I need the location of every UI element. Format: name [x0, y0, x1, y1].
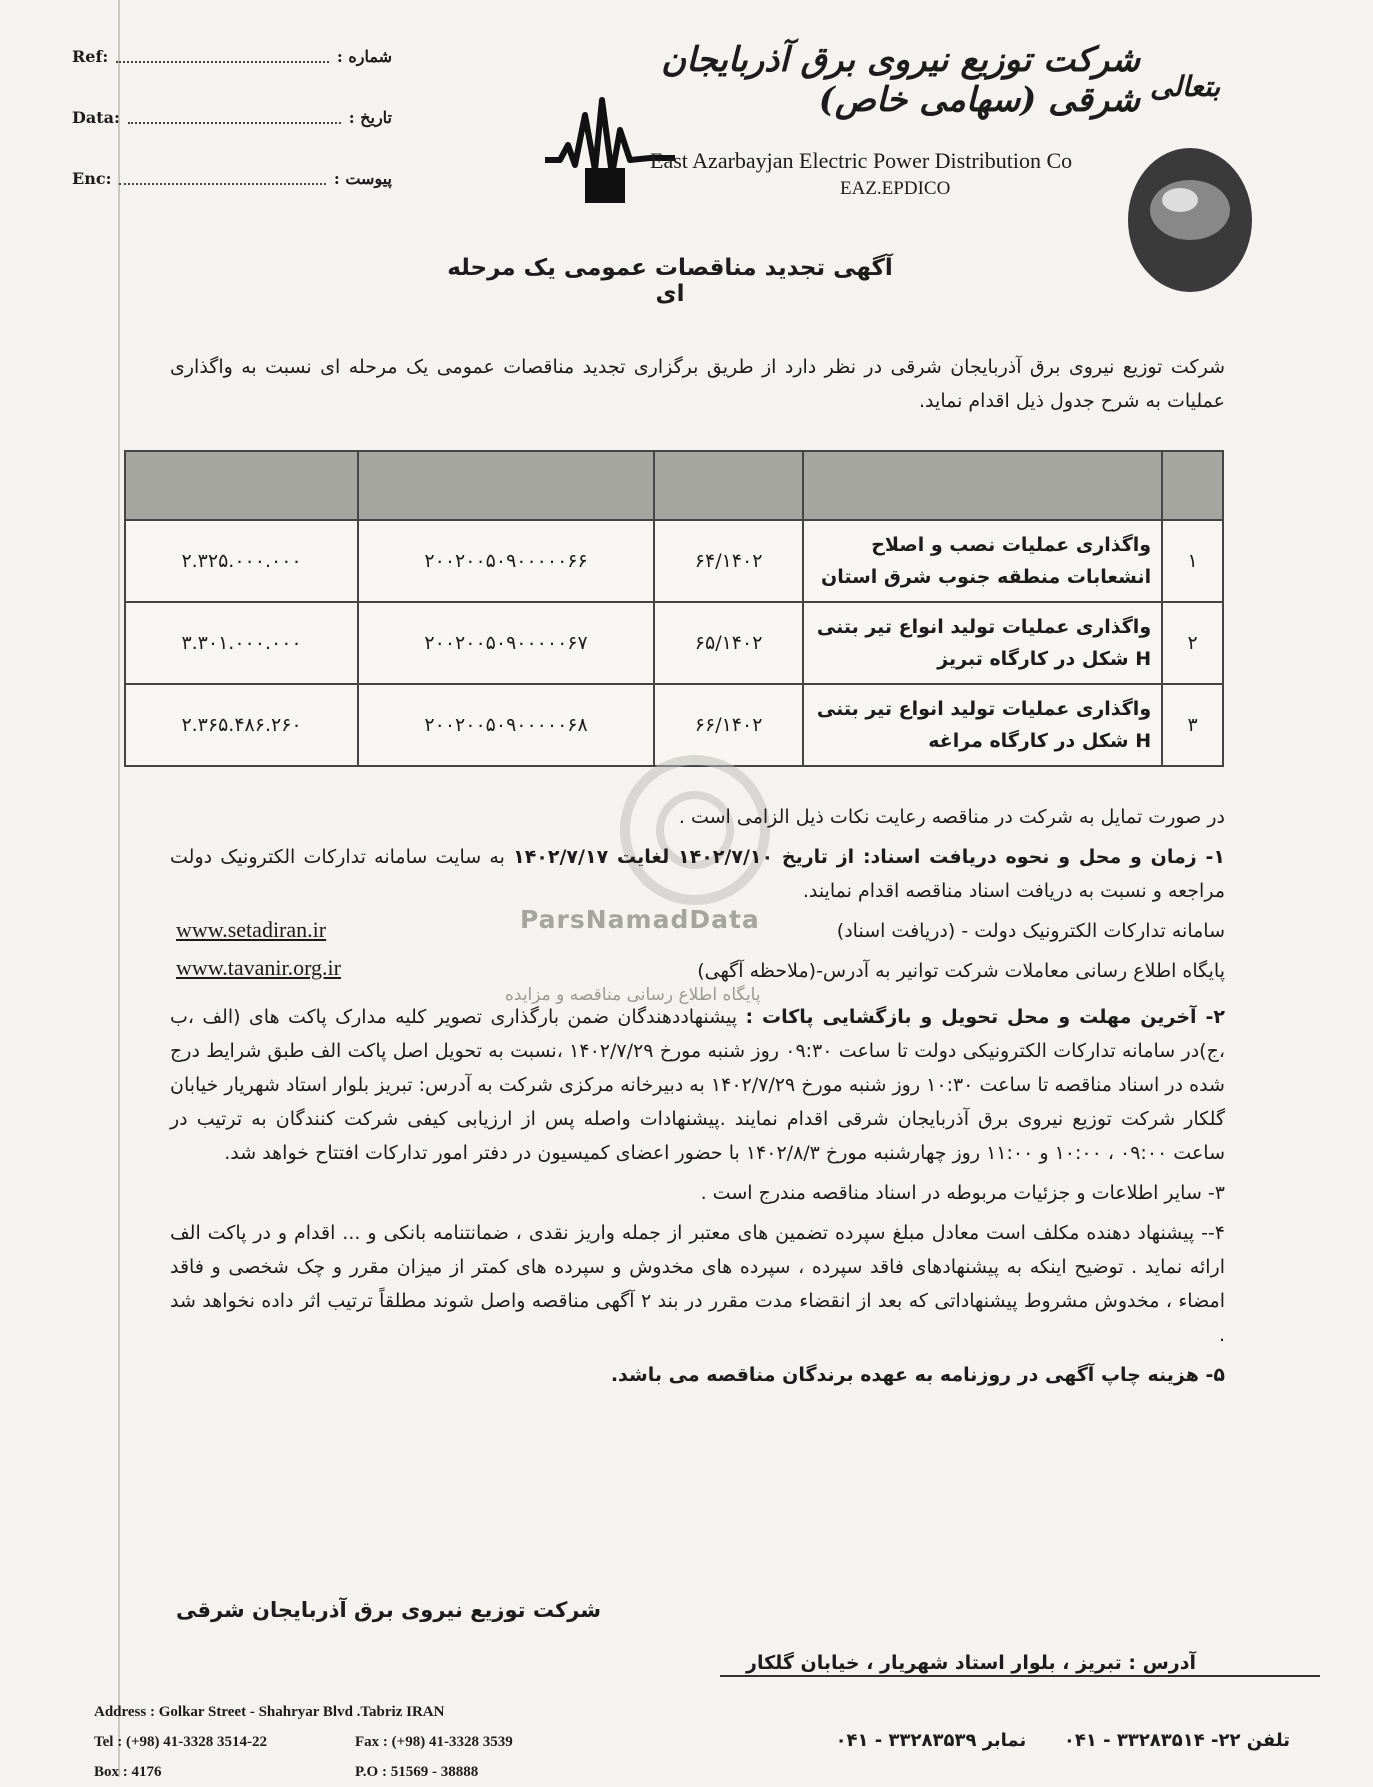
table-header-row	[125, 451, 1223, 520]
row-amount: ۲.۳۶۵.۴۸۶.۲۶۰	[125, 684, 358, 766]
footer-box-en: Box : 4176	[94, 1764, 162, 1780]
table-row	[125, 602, 1223, 684]
site-1-desc: سامانه تدارکات الکترونیک دولت - (دریافت اسناد)	[836, 920, 1225, 942]
row-setad-code: ۲۰۰۲۰۰۵۰۹۰۰۰۰۰۶۷	[358, 602, 654, 684]
row-setad-code: ۲۰۰۲۰۰۵۰۹۰۰۰۰۰۶۶	[358, 520, 654, 602]
item-4: ۴-- پیشنهاد دهنده مکلف است معادل مبلغ سپرده تضمین های معتبر از جمله واریز نقدی ، ضمانتنامه بانکی و ... اقدام و در پاکت الف ارائه نماید . توضیح اینکه به پیشنهادهای فاقد سپرده ، سپرده های مخدوش و سپرده های کمتر از میزان مقرر و چک شخصی و فاقد امضاء ، مخدوش مشروط پیشنهاداتی که بعد از انقضاء مدت مقرر در بند ۲ آگهی مناقصه واصل شوند مطلقاً ترتیب اثر داده نخواهد شد .	[170, 1222, 1226, 1346]
intro-paragraph: شرکت توزیع نیروی برق آذربایجان شرقی در نظر دارد از طریق برگزاری تجدید مناقصات عمومی یک مرحله ای نسبت به واگذاری عملیات به شرح جدول ذیل اقدام نماید.	[170, 356, 1225, 412]
watermark-text-en: ParsNamadData	[520, 905, 760, 934]
item-2-heading: ۲- آخرین مهلت و محل تحویل و بازگشایی پاکات :	[745, 1006, 1225, 1028]
site-2-desc: پایگاه اطلاع رسانی معاملات شرکت توانیر به آدرس-(ملاحظه آگهی)	[697, 960, 1225, 982]
notice-title: آگهی تجدید مناقصات عمومی یک مرحله ای	[447, 255, 893, 307]
setadiran-link[interactable]: www.setadiran.ir	[176, 917, 327, 942]
footer-divider	[720, 1675, 1320, 1677]
enc-label-fa: پیوست :	[333, 168, 392, 188]
ref-label-fa: شماره :	[336, 46, 392, 66]
company-name-en: East Azarbayjan Electric Power Distribution Co	[650, 148, 1073, 173]
header-cell-code	[358, 451, 654, 520]
condition-line: در صورت تمایل به شرکت در مناقصه رعایت نکات ذیل الزامی است .	[678, 806, 1225, 828]
header-cell-tender	[654, 451, 803, 520]
header-cell-row	[1162, 451, 1223, 520]
tavanir-link[interactable]: www.tavanir.org.ir	[176, 955, 341, 980]
row-tender-number: ۶۶/۱۴۰۲	[654, 684, 803, 766]
date-label-fa: تاریخ :	[348, 107, 392, 127]
footer-phone-fa: تلفن ۲۲- ۳۳۲۸۳۵۱۴ - ۰۴۱	[1063, 1730, 1290, 1751]
item-1	[170, 840, 1225, 908]
reference-block	[72, 40, 392, 223]
date-row	[72, 101, 392, 133]
row-amount: ۳.۳۰۱.۰۰۰.۰۰۰	[125, 602, 358, 684]
row-tender-number: ۶۵/۱۴۰۲	[654, 602, 803, 684]
date-dots	[128, 110, 341, 124]
row-description: واگذاری عملیات تولید انواع تیر بتنی H شکل در کارگاه مراغه	[803, 684, 1162, 766]
row-amount: ۲.۳۲۵.۰۰۰.۰۰۰	[125, 520, 358, 602]
company-abbr: EAZ.EPDICO	[840, 178, 951, 199]
item-3: ۳- سایر اطلاعات و جزئیات مربوطه در اسناد مناقصه مندرج است .	[700, 1182, 1225, 1204]
item-2-text: پیشنهاددهندگان ضمن بارگذاری تصویر کلیه مدارک پاکت های (الف ،ب ،ج)در سامانه تدارکات الکترونیکی دولت تا ساعت ۰۹:۳۰ روز شنبه مورخ ۱۴۰۲/۷/۲۹ ،نسبت به تحویل اصل پاکت الف طبق شرایط درج شده در اسناد مناقصه تا ساعت ۱۰:۳۰ روز شنبه مورخ ۱۴۰۲/۷/۲۹ به دبیرخانه مرکزی شرکت به آدرس: تبریز بلوار استاد شهریار خیابان گلکار شرکت توزیع نیروی برق آذربایجان شرقی اقدام نمایند .پیشنهادات واصله پس از ارزیابی کیفی شرکت کنندگان به ترتیب در ساعت ۰۹:۰۰ ، ۱۰:۰۰ و ۱۱:۰۰ روز چهارشنبه مورخ ۱۴۰۲/۸/۳ با حضور اعضای کمیسیون در دفتر امور تدارکات افتتاح خواهد شد.	[170, 1006, 1225, 1164]
item-5	[170, 1358, 1225, 1392]
row-description: واگذاری عملیات تولید انواع تیر بتنی H شکل در کارگاه تبریز	[803, 602, 1162, 684]
ref-row	[72, 40, 392, 72]
besmellah: بتعالی	[1150, 70, 1221, 103]
watermark-text-fa: پایگاه اطلاع رسانی مناقصه و مزایده	[505, 985, 761, 1005]
row-setad-code: ۲۰۰۲۰۰۵۰۹۰۰۰۰۰۶۸	[358, 684, 654, 766]
item-5-text: ۵- هزینه چاپ آگهی در روزنامه به عهده برندگان مناقصه می باشد.	[610, 1364, 1225, 1386]
row-number: ۲	[1162, 602, 1223, 684]
item-1-text: به سایت سامانه تدارکات الکترونیک دولت مراجعه و نسبت به دریافت اسناد مناقصه اقدام نمایند.	[170, 846, 1225, 902]
enc-row	[72, 162, 392, 194]
ref-label: Ref:	[72, 46, 109, 66]
footer-po-en: P.O : 51569 - 38888	[355, 1764, 479, 1780]
footer-fax-fa: نمابر ۳۳۲۸۳۵۳۹ - ۰۴۱	[835, 1730, 1027, 1751]
signature: شرکت توزیع نیروی برق آذربایجان شرقی	[176, 1598, 602, 1622]
date-label: Data:	[72, 107, 120, 127]
header-cell-desc	[803, 451, 1162, 520]
item-2	[170, 1000, 1225, 1170]
body-text	[170, 800, 1225, 1398]
footer-phones-fa	[690, 1730, 1290, 1751]
footer-fax-en: Fax : (+98) 41-3328 3539	[355, 1734, 513, 1750]
margin-line	[118, 0, 120, 1777]
table-row	[125, 520, 1223, 602]
row-number: ۱	[1162, 520, 1223, 602]
item-1-heading: ۱- زمان و محل و نحوه دریافت اسناد: از تاریخ ۱۴۰۲/۷/۱۰ لغایت ۱۴۰۲/۷/۱۷	[513, 846, 1225, 868]
row-tender-number: ۶۴/۱۴۰۲	[654, 520, 803, 602]
enc-dots	[119, 171, 325, 185]
ref-dots	[116, 49, 329, 63]
footer-address-fa: آدرس : تبریز ، بلوار استاد شهریار ، خیابان گلکار	[730, 1652, 1202, 1674]
footer-en-fax-block	[355, 1727, 513, 1787]
emblem-icon	[1120, 140, 1260, 300]
header-cell-amount	[125, 451, 358, 520]
row-description: واگذاری عملیات نصب و اصلاح انشعابات منطقه جنوب شرق استان	[803, 520, 1162, 602]
footer-tel-en: Tel : (+98) 41-3328 3514-22	[94, 1734, 267, 1750]
company-name-fa: شرکت توزیع نیروی برق آذربایجان شرقی (سهامی خاص)	[661, 40, 1140, 120]
footer-address-en: Address : Golkar Street - Shahryar Blvd .Tabriz IRAN	[94, 1704, 445, 1720]
enc-label: Enc:	[72, 168, 112, 188]
row-number: ۳	[1162, 684, 1223, 766]
